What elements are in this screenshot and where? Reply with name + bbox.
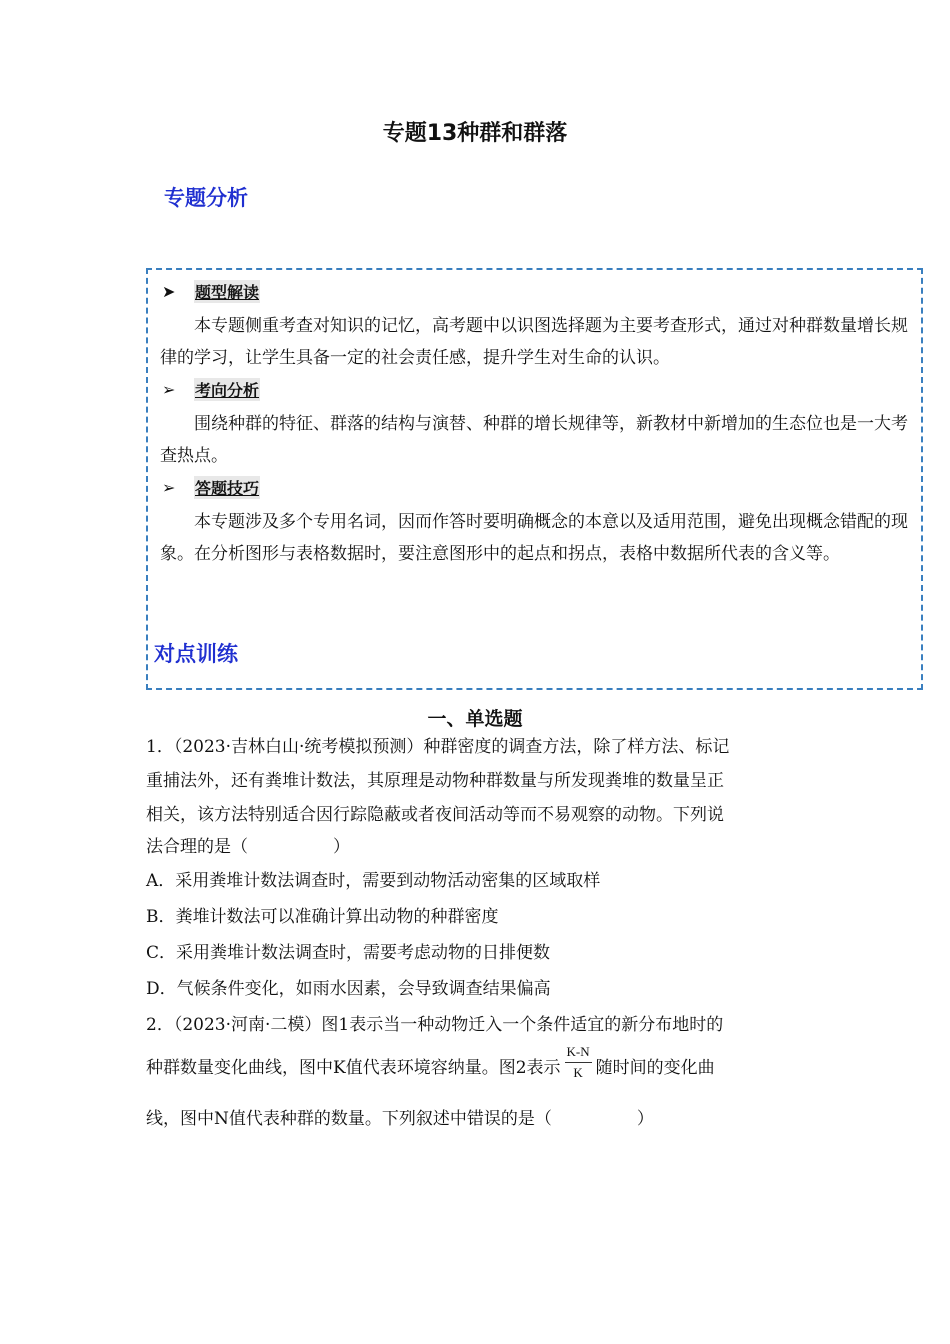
q1-line: 1．（2023·吉林白山·统考模拟预测）种群密度的调查方法，除了样方法、标记 bbox=[146, 737, 730, 757]
paragraph-direction bbox=[160, 408, 908, 472]
analysis-box bbox=[146, 268, 923, 690]
q1-option-b: B．粪堆计数法可以准确计算出动物的种群密度 bbox=[146, 907, 499, 927]
q2-text: 随时间的变化曲 bbox=[595, 1058, 715, 1078]
fraction bbox=[565, 1044, 592, 1081]
q1-line: 法合理的是（ ） bbox=[146, 837, 350, 857]
subsection-label: 答题技巧 bbox=[194, 476, 260, 499]
training-heading: 对点训练 bbox=[154, 642, 238, 666]
q1-option-c: C．采用粪堆计数法调查时，需要考虑动物的日排便数 bbox=[146, 943, 551, 963]
paragraph-line: 本专题涉及多个专用名词，因而作答时要明确概念的本意以及适用范围，避免出现概 bbox=[194, 512, 823, 532]
subsection-label: 题型解读 bbox=[194, 280, 260, 303]
arrow-bullet-icon: ➤ bbox=[162, 282, 176, 301]
analysis-heading: 专题分析 bbox=[164, 186, 248, 210]
paragraph-line: 围绕种群的特征、群落的结构与演替、种群的增长规律等，新教材中新增加的生态位 bbox=[194, 414, 823, 434]
subsection-label: 考向分析 bbox=[194, 378, 260, 401]
paragraph-type bbox=[160, 310, 908, 374]
paragraph-line: 也是一大考查热点。 bbox=[160, 414, 908, 466]
paragraph-line: 表的含义等。 bbox=[738, 544, 840, 564]
q1-option-a: A．采用粪堆计数法调查时，需要到动物活动密集的区域取样 bbox=[146, 871, 601, 891]
page-title: 专题13种群和群落 bbox=[382, 121, 568, 146]
paragraph-line: 数量增长规律的学习，让学生具备一定的社会责任感，提升学生对生命的认识。 bbox=[160, 316, 908, 368]
q2-line bbox=[146, 1044, 715, 1087]
subsection-direction bbox=[162, 378, 260, 401]
paragraph-tips bbox=[160, 506, 908, 570]
q1-option-d: D．气候条件变化，如雨水因素，会导致调查结果偏高 bbox=[146, 979, 551, 999]
q2-line: 2．（2023·河南·二模）图1表示当一种动物迁入一个条件适宜的新分布地时的 bbox=[146, 1015, 724, 1035]
arrow-bullet-icon: ➢ bbox=[162, 380, 176, 399]
q2-text: 种群数量变化曲线，图中K值代表环境容纳量。图2表示 bbox=[146, 1058, 561, 1078]
q2-line: 线，图中N值代表种群的数量。下列叙述中错误的是（ ） bbox=[146, 1109, 654, 1129]
question-section-heading: 一、单选题 bbox=[427, 708, 523, 730]
subsection-type bbox=[162, 280, 260, 303]
arrow-bullet-icon: ➢ bbox=[162, 478, 176, 497]
fraction-denominator: K bbox=[573, 1065, 583, 1080]
paragraph-line: 念错配的现象。在分析图形与表格数据时，要注意图形中的起点和拐点，表格中数据所代 bbox=[160, 512, 908, 564]
fraction-numerator: K-N bbox=[565, 1044, 592, 1063]
q1-line: 相关，该方法特别适合因行踪隐蔽或者夜间活动等而不易观察的动物。下列说 bbox=[146, 805, 724, 825]
subsection-tips bbox=[162, 476, 260, 499]
paragraph-line: 本专题侧重考查对知识的记忆，高考题中以识图选择题为主要考查形式，通过对种群 bbox=[194, 316, 823, 336]
q1-line: 重捕法外，还有粪堆计数法，其原理是动物种群数量与所发现粪堆的数量呈正 bbox=[146, 771, 724, 791]
